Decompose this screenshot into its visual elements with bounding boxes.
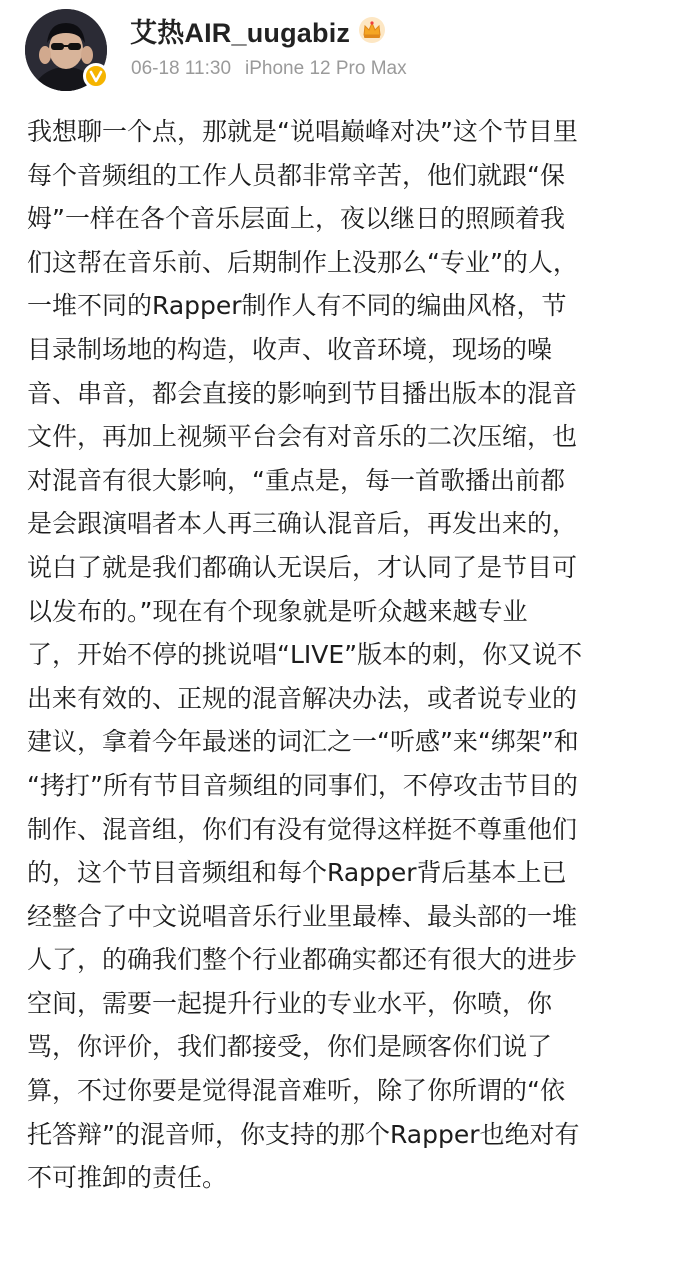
post-meta (131, 58, 407, 80)
crown-icon[interactable] (358, 16, 386, 44)
avatar-container[interactable] (25, 9, 107, 91)
post-body-line: 文件，再加上视频平台会有对音乐的二次压缩，也 (27, 422, 578, 452)
post-header (0, 0, 700, 110)
username[interactable]: 艾热AIR_uugabiz (130, 17, 351, 48)
post-body-line: 目录制场地的构造，收声、收音环境，现场的噪 (27, 334, 553, 364)
post-body-line: 音、串音，都会直接的影响到节目播出版本的混音 (27, 378, 578, 408)
post-body-line: 每个音频组的工作人员都非常辛苦，他们就跟“保 (27, 160, 565, 190)
post-body-line: 我想聊一个点，那就是“说唱巅峰对决”这个节目里 (27, 117, 578, 146)
post-body-line: 不可推卸的责任。 (27, 1163, 228, 1193)
post-body-line: 以发布的。”现在有个现象就是听众越来越专业 (27, 596, 528, 626)
post-body-line: 对混音有很大影响，“重点是，每一首歌播出前都 (27, 465, 565, 495)
post-body-line: “拷打”所有节目音频组的同事们，不停攻击节目的 (27, 770, 578, 800)
post-body-line: 是会跟演唱者本人再三确认混音后，再发出来的， (27, 509, 578, 539)
post-body (27, 110, 679, 1200)
post-body-line: 空间，需要一起提升行业的专业水平，你喷，你 (27, 988, 553, 1018)
post-body-line: 建议，拿着今年最迷的词汇之一“听感”来“绑架”和 (27, 727, 579, 757)
verified-badge-icon (83, 63, 109, 89)
post-body-line: 一堆不同的Rapper制作人有不同的编曲风格，节 (27, 291, 567, 321)
post-body-line: 了，开始不停的挑说唱“LIVE”版本的刺，你又说不 (27, 640, 583, 670)
post-body-line: 人了，的确我们整个行业都确实都还有很大的进步 (27, 945, 578, 975)
post-body-line: 托答辩”的混音师，你支持的那个Rapper也绝对有 (27, 1119, 580, 1149)
username-row (130, 10, 386, 50)
post-body-line: 出来有效的、正规的混音解决办法，或者说专业的 (27, 683, 578, 713)
post-body-line: 姆”一样在各个音乐层面上，夜以继日的照顾着我 (27, 204, 565, 234)
post-body-line: 的，这个节目音频组和每个Rapper背后基本上已 (27, 858, 567, 888)
post-device: iPhone 12 Pro Max (245, 58, 407, 79)
post-body-line: 算，不过你要是觉得混音难听，除了你所谓的“依 (27, 1076, 565, 1106)
post-body-line: 制作、混音组，你们有没有觉得这样挺不尊重他们 (27, 814, 578, 844)
post-body-line: 们这帮在音乐前、后期制作上没那么“专业”的人， (27, 247, 578, 277)
post-timestamp: 06-18 11:30 (131, 58, 232, 79)
post-body-line: 骂，你评价，我们都接受，你们是顾客你们说了 (27, 1032, 553, 1062)
post-body-line: 说白了就是我们都确认无误后，才认同了是节目可 (27, 552, 578, 582)
post-body-line: 经整合了中文说唱音乐行业里最棒、最头部的一堆 (27, 901, 578, 931)
